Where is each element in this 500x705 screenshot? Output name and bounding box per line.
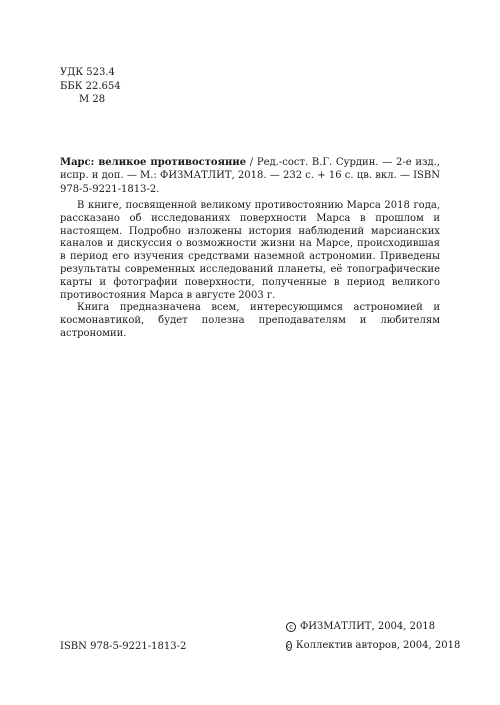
bibliographic-record <box>60 156 440 196</box>
book-title: Марс: великое противостояние <box>60 157 247 168</box>
bbk-code: ББК 22.654 <box>60 80 121 92</box>
udk-code: УДК 523.4 <box>60 67 115 78</box>
copyright-icon: c <box>287 641 291 650</box>
abstract-paragraph-1: В книге, посвященной великому противостоянию Марса 2018 года, рассказано об исследованиях поверхности Марса в прошлом и настоящем. Подробно изложены история наблюдений марсианских каналов и дискуссия о возможности жизни на Марсе, происходившая в период его изучения средствами наземной астрономии. Приведены результаты современных исследований планеты, её топографические карты и фотографии поверхности, полученные в период великого противостояния Марса в августе 2003 г. <box>60 200 440 301</box>
copyright-authors: Коллектив авторов, 2004, 2018 <box>295 640 461 651</box>
bibliographic-details: / Ред.-сост. В.Г. Сурдин. — 2-е изд., испр. и доп. — М.: ФИЗМАТЛИТ, 2018. — 232 с. + 16 с. цв. вкл. — ISBN 978-5-9221-1813-2. <box>60 157 440 195</box>
copyright-publisher-row <box>286 619 446 635</box>
copyright-publisher: ФИЗМАТЛИТ, 2004, 2018 <box>300 621 436 632</box>
author-mark: М 28 <box>79 94 106 105</box>
copyright-icon: c <box>286 622 296 632</box>
catalog-codes <box>60 66 121 107</box>
isbn: ISBN 978-5-9221-1813-2 <box>60 641 187 652</box>
copyright-block <box>286 619 461 654</box>
abstract-paragraph-2: Книга предназначена всем, интересующимся астрономией и космонавтикой, будет полезна преподавателям и любителям астрономии. <box>60 302 440 339</box>
copyright-authors-row <box>286 638 461 654</box>
book-abstract <box>60 200 440 341</box>
